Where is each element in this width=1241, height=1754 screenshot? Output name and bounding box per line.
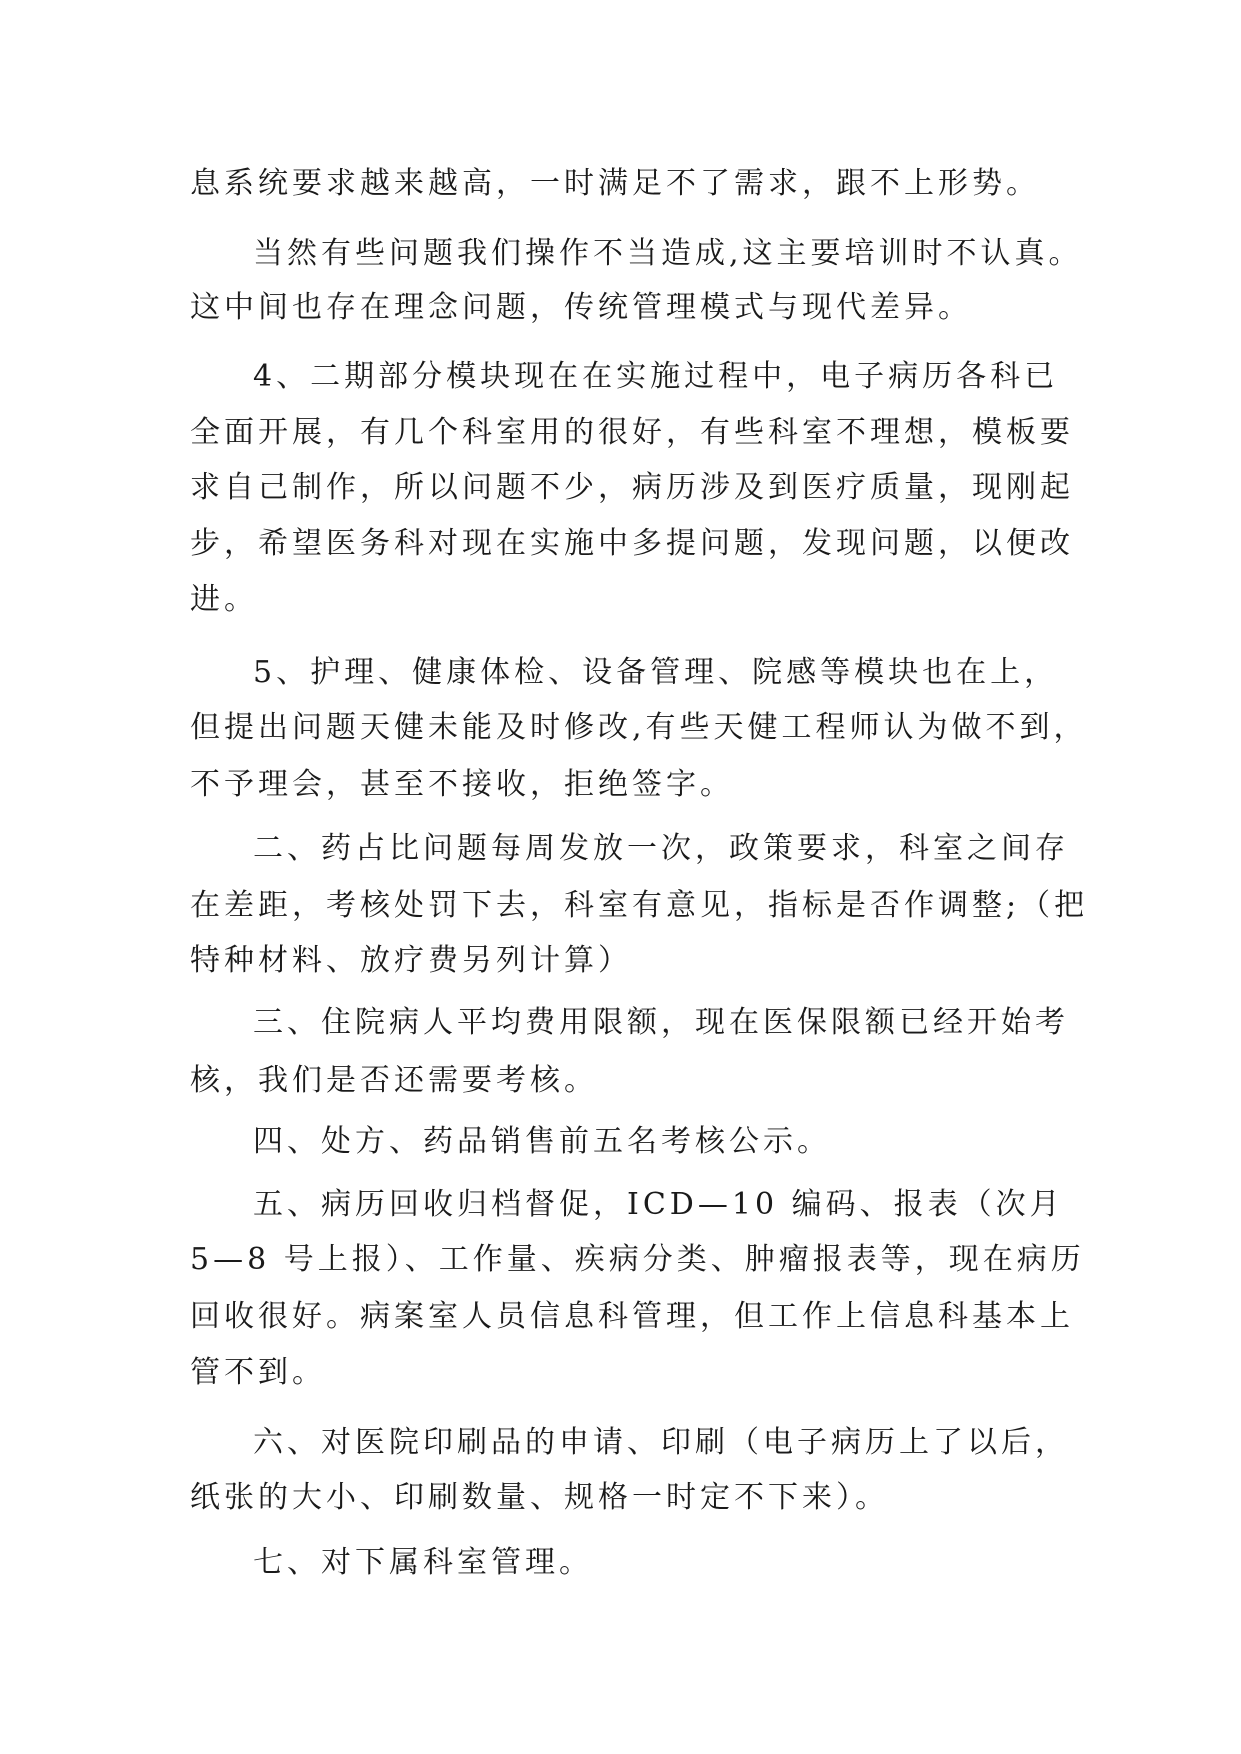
text-line: 四、处方、药品销售前五名考核公示。 xyxy=(253,1124,831,1159)
text-line: 回收很好。病案室人员信息科管理，但工作上信息科基本上 xyxy=(190,1299,1074,1334)
text-line: 二、药占比问题每周发放一次，政策要求，科室之间存 xyxy=(253,831,1069,866)
text-line: 5、护理、健康体检、设备管理、院感等模块也在上， xyxy=(253,655,1059,690)
text-line: 息系统要求越来越高，一时满足不了需求，跟不上形势。 xyxy=(190,166,1040,201)
text-line: 这中间也存在理念问题，传统管理模式与现代差异。 xyxy=(190,290,972,325)
text-line: 进。 xyxy=(190,582,258,617)
text-line: 三、住院病人平均费用限额，现在医保限额已经开始考 xyxy=(253,1005,1069,1040)
text-line: 当然有些问题我们操作不当造成,这主要培训时不认真。 xyxy=(253,236,1083,271)
text-line: 步，希望医务科对现在实施中多提问题，发现问题，以便改 xyxy=(190,526,1074,561)
text-line: 管不到。 xyxy=(190,1355,326,1390)
text-line: 求自己制作，所以问题不少，病历涉及到医疗质量，现刚起 xyxy=(190,470,1074,505)
text-line: 5—8 号上报）、工作量、疾病分类、肿瘤报表等，现在病历 xyxy=(190,1242,1085,1277)
text-line: 特种材料、放疗费另列计算） xyxy=(190,943,632,978)
text-line: 不予理会，甚至不接收，拒绝签字。 xyxy=(190,767,734,802)
text-line: 核，我们是否还需要考核。 xyxy=(190,1063,598,1098)
text-line: 在差距，考核处罚下去，科室有意见，指标是否作调整;（把 xyxy=(190,888,1089,923)
text-line: 4、二期部分模块现在在实施过程中，电子病历各科已 xyxy=(253,359,1059,394)
text-line: 但提出问题天健未能及时修改,有些天健工程师认为做不到， xyxy=(190,710,1088,745)
text-line: 六、对医院印刷品的申请、印刷（电子病历上了以后， xyxy=(253,1425,1069,1460)
text-line: 纸张的大小、印刷数量、规格一时定不下来）。 xyxy=(190,1480,889,1515)
text-line: 七、对下属科室管理。 xyxy=(253,1545,593,1580)
text-line: 五、病历回收归档督促，ICD—10 编码、报表（次月 xyxy=(253,1187,1064,1222)
text-line: 全面开展，有几个科室用的很好，有些科室不理想，模板要 xyxy=(190,415,1074,450)
